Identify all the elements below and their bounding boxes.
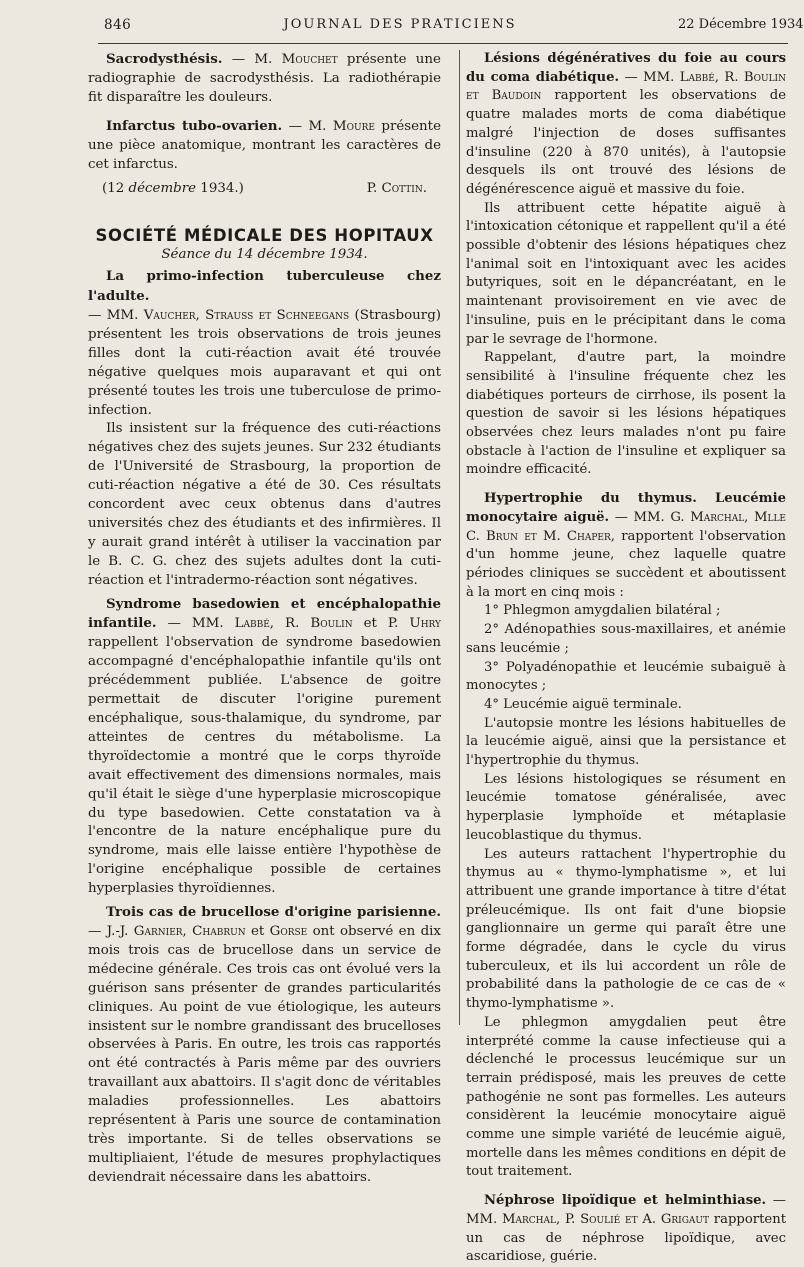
date-close: 1934.) bbox=[196, 181, 244, 197]
article-title: Néphrose lipoïdique et helminthiase. bbox=[484, 1193, 767, 1209]
authors: G. Marchal, Mlle C. Brun et M. Chaper bbox=[466, 509, 786, 544]
article-text: ont observé en dix mois trois cas de brucellose dans un service de médecine générale. Ces trois cas ont évolué vers la guérison sans présenter de grandes particularités cliniques. Au point de vue étiologique, les auteurs insistent sur le nombre grandissant des brucelloses observées à Paris. En outre, les trois cas rapportés ont été contractés à Paris même par des ouvriers travaillant aux abattoirs. Il s'agit donc de véritables maladies professionnelles. Les abattoirs représentent à Paris une source de contamination très importante. Si de telles observations se multipliaient, l'étude de mesures prophylactiques deviendrait nécessaire dans les abattoirs. bbox=[88, 923, 441, 1185]
article-text: rapportent un cas de néphrose lipoïdique, avec ascaridiose, guérie. bbox=[466, 1211, 786, 1265]
author: Gorse bbox=[269, 923, 308, 939]
article-sacrodysthesis bbox=[88, 50, 441, 108]
page-number: 846 bbox=[104, 17, 132, 33]
authors: Vaucher, Strauss et Schneegans bbox=[143, 307, 350, 323]
dash: — M. bbox=[222, 52, 282, 67]
article-text: rapportent les observations de quatre malades morts de coma diabétique malgré l'injection de doses suffisantes d'insuline (220 à 870 unités), à l'autopsie desquels ils ont trouvé des lésions de dégénérescence aiguë et massive du foie. bbox=[466, 88, 786, 197]
article-infarctus bbox=[88, 117, 441, 175]
conjunction: et bbox=[352, 616, 388, 632]
article-title: Infarctus tubo-ovarien. bbox=[106, 117, 283, 134]
list-item: 3° Polyadénopathie et leucémie subaiguë à monocytes ; bbox=[466, 659, 786, 694]
article-basedowien bbox=[88, 595, 441, 900]
article-title: La primo-infection tuberculeuse chez l'adulte. bbox=[88, 268, 441, 305]
dash: — J.-J. bbox=[88, 923, 134, 939]
article-paragraph: Les lésions histologiques se résument en leucémie tomatose généralisée, avec hyperplasie lymphoïde et métaplasie leucoblastique du thymus. bbox=[466, 771, 786, 843]
article-nephrose bbox=[466, 1192, 786, 1267]
header-rule bbox=[98, 43, 788, 44]
article-paragraph: Rappelant, d'autre part, la moindre sensibilité à l'insuline fréquente chez les diabétiques porteurs de cirrhose, ils posent la question de savoir si les lésions hépatiques observées chez leurs malades n'ont pu faire obstacle à l'action de l'insuline et expliquer sa moindre efficacité. bbox=[466, 350, 786, 478]
column-divider bbox=[459, 50, 460, 1025]
signature-name: P. Cottin. bbox=[366, 181, 427, 197]
article-paragraph: Les auteurs rattachent l'hypertrophie du thymus au « thymo-lymphatisme », et lui attribuent une grande importance à titre d'état préleucémique. Ils ont fait d'une biopsie ganglionnaire un germe qui paraît être une forme dégradée, dans le cycle du virus tuberculeux, et ils lui accordent un rôle de probabilité dans la pathologie de ce cas de « thymo-lymphatisme ». bbox=[466, 846, 786, 1012]
dash: — M. bbox=[282, 118, 333, 134]
issue-date: 22 Décembre 1934 bbox=[678, 17, 804, 32]
authors: Garnier, Chabrun bbox=[133, 923, 246, 939]
dash: — MM. bbox=[88, 307, 144, 323]
article-brucellose bbox=[88, 903, 441, 1188]
list-item: 2° Adénopathies sous-maxillaires, et anémie sans leucémie ; bbox=[466, 622, 786, 656]
article-text: , rapportent l'observation d'un homme jeune, chez laquelle quatre périodes cliniques se succèdent et aboutissent à la mort en cinq mois : bbox=[466, 528, 786, 600]
session-date: Séance du 14 décembre 1934. bbox=[161, 247, 368, 263]
right-column bbox=[466, 50, 786, 1267]
signature-line bbox=[88, 180, 441, 199]
authors: Marchal, P. Soulié et A. Grigaut bbox=[501, 1211, 710, 1227]
page-header bbox=[0, 0, 804, 36]
authors: Labbé, R. Boulin bbox=[234, 616, 353, 632]
authors: Labbé, R. Boulin et Baudoin bbox=[466, 69, 786, 104]
dash: — MM. bbox=[619, 69, 680, 85]
article-title: Trois cas de brucellose d'origine parisienne. bbox=[106, 904, 441, 921]
journal-title: JOURNAL DES PRATICIENS bbox=[283, 17, 517, 32]
article-primo-infection-title bbox=[88, 267, 441, 307]
article-title: Hypertrophie du thymus. Leucémie monocytaire aiguë. bbox=[466, 491, 786, 525]
article-text: rappellent l'observation de syndrome basedowien accompagné d'encéphalopathie infantile qu'ils ont précédemment publiée. L'absence de goitre permettait de discuter l'origine purement encéphalique, sous-thalamique, du syndrome, par atteintes de centres du métabolisme. La thyroïdectomie a montré que le corps thyroïde avait effectivement des dimensions normales, mais qu'il était le siège d'une hyperplasie microscopique du type basedowien. Cette constatation va à l'encontre de la nature encéphalique pure du syndrome, mais elle laisse entière l'hypothèse de l'origine encéphalique possible de certaines hyperplasies thyroïdiennes. bbox=[88, 635, 441, 897]
article-paragraph: L'autopsie montre les lésions habituelles de la leucémie aiguë, ainsi que la persistance et l'hypertrophie du thymus. bbox=[466, 715, 786, 769]
section-title: SOCIÉTÉ MÉDICALE DES HOPITAUX bbox=[95, 226, 434, 246]
article-title: Lésions dégénératives du foie au cours du coma diabétique. bbox=[466, 51, 786, 85]
author: Moure bbox=[332, 118, 375, 134]
article-primo-infection bbox=[88, 307, 441, 420]
date-open: (12 bbox=[102, 181, 129, 197]
author: Mouchet bbox=[281, 52, 338, 67]
article-text: présente une radiographie de sacrodysthésis. La radiothérapie fit disparaître les douleurs. bbox=[88, 52, 441, 105]
list-item: 4° Leucémie aiguë terminale. bbox=[484, 696, 682, 712]
article-paragraph: Le phlegmon amygdalien peut être interprété comme la cause infectieuse qui a déclenché le processus leucémique sur un terrain prédisposé, mais les preuves de cette pathogénie ne sont pas formelles. Les auteurs considèrent la leucémie monocytaire aiguë comme une simple variété de leucémie aiguë, mortelle dans les mêmes conditions en dépit de tout traitement. bbox=[466, 1014, 786, 1180]
article-thymus bbox=[466, 490, 786, 602]
dash: — MM. bbox=[156, 616, 235, 632]
article-text: (Strasbourg) présentent les trois observations de trois jeunes filles dont la cuti-réaction avait été trouvée négative quelques mois auparavant et qui ont présenté toutes les trois une tuberculose de primo-infection. bbox=[88, 307, 441, 418]
article-title: Sacrodysthésis. bbox=[106, 51, 223, 67]
article-title: Syndrome basedowien et encéphalopathie infantile. bbox=[88, 595, 441, 632]
date-month: décembre bbox=[128, 181, 197, 197]
list-item: 1° Phlegmon amygdalien bilatéral ; bbox=[484, 603, 721, 619]
article-paragraph: Ils insistent sur la fréquence des cuti-réactions négatives chez des sujets jeunes. Sur 232 étudiants de l'Université de Strasbourg, la proportion de cuti-réaction négative a été de 30. Ces résultats concordent avec ceux obtenus dans d'autres universités chez des étudiants et des infirmières. Il y aurait grand intérêt à utiliser la vaccination par le B. C. G. chez des sujets adultes dont la cuti-réaction et l'intradermo-réaction sont négatives. bbox=[88, 421, 441, 588]
article-lesions-foie bbox=[466, 50, 786, 200]
article-text: présente une pièce anatomique, montrant les caractères de cet infarctus. bbox=[88, 118, 441, 172]
article-paragraph: Ils attribuent cette hépatite aiguë à l'intoxication cétonique et rappellent qu'il a été possible d'obtenir des lésions hépatiques chez l'animal soit en l'intoxiquant avec les acides butyriques, soit en le dépancréatant, en le maintenant provisoirement en vie avec de l'insuline, puis en le précipitant dans le coma par le sevrage de l'hormone. bbox=[466, 200, 786, 347]
dash: — MM. bbox=[466, 1193, 786, 1227]
dash: — MM. bbox=[609, 509, 671, 525]
signature-date bbox=[102, 180, 244, 199]
author: P. Uhry bbox=[387, 616, 441, 632]
conjunction: et bbox=[245, 923, 270, 939]
left-column bbox=[88, 50, 441, 1188]
